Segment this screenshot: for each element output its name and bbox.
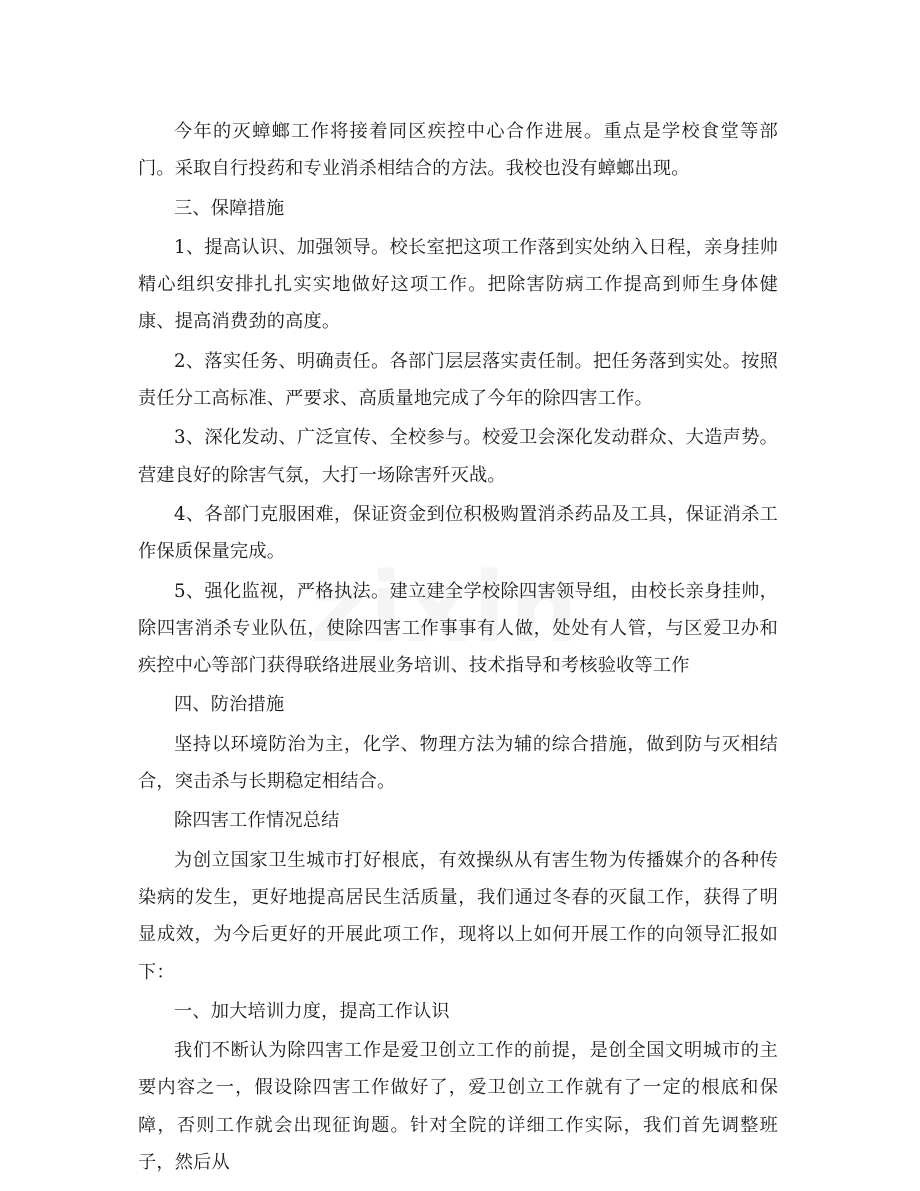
paragraph-measure-3: 3、深化发动、广泛宣传、全校参与。校爱卫会深化发动群众、大造声势。营建良好的除害气氛，大打一场除害歼灭战。 xyxy=(138,427,778,486)
heading-prevention-measures: 四、防治措施 xyxy=(174,694,285,716)
paragraph-measure-2: 2、落实任务、明确责任。各部门层层落实责任制。把任务落到实处。按照责任分工高标准、严要求、高质量地完成了今年的除四害工作。 xyxy=(138,350,778,410)
heading-guarantee-measures: 三、保障措施 xyxy=(174,197,285,219)
paragraph-prevention: 坚持以环境防治为主，化学、物理方法为辅的综合措施，做到防与灭相结合，突击杀与长期稳定相结合。 xyxy=(138,733,778,793)
paragraph-measure-4: 4、各部门克服困难，保证资金到位积极购置消杀药品及工具，保证消杀工作保质保量完成。 xyxy=(138,503,778,563)
heading-training: 一、加大培训力度，提高工作认识 xyxy=(174,1000,450,1022)
paragraph-measure-1: 1、提高认识、加强领导。校长室把这项工作落到实处纳入日程，亲身挂帅精心组织安排扎扎实实地做好这项工作。把除害防病工作提高到师生身体健康、提高消费劲的高度。 xyxy=(138,236,778,333)
paragraph-summary-intro: 为创立国家卫生城市打好根底，有效操纵从有害生物为传播媒介的各种传染病的发生，更好地提高居民生活质量，我们通过冬春的灭鼠工作，获得了明显成效，为今后更好的开展此项工作，现将以上如何开展工作的向领导汇报如下： xyxy=(138,849,778,983)
paragraph-cockroach-control: 今年的灭蟑螂工作将接着同区疾控中心合作进展。重点是学校食堂等部门。采取自行投药和专业消杀相结合的方法。我校也没有蟑螂出现。 xyxy=(138,121,778,180)
paragraph-measure-5: 5、强化监视，严格执法。建立建全学校除四害领导组，由校长亲身挂帅，除四害消杀专业队伍，使除四害工作事事有人做，处处有人管，与区爱卫办和疾控中心等部门获得联络进展业务培训、技术指导和考核验收等工作 xyxy=(138,580,778,677)
document-body xyxy=(138,113,778,1183)
heading-work-summary: 除四害工作情况总结 xyxy=(174,810,340,832)
paragraph-training: 我们不断认为除四害工作是爱卫创立工作的前提，是创全国文明城市的主要内容之一，假设除四害工作做好了，爱卫创立工作就有了一定的根底和保障，否则工作就会出现征询题。针对全院的详细工作实际，我们首先调整班子，然后从 xyxy=(138,1040,778,1174)
